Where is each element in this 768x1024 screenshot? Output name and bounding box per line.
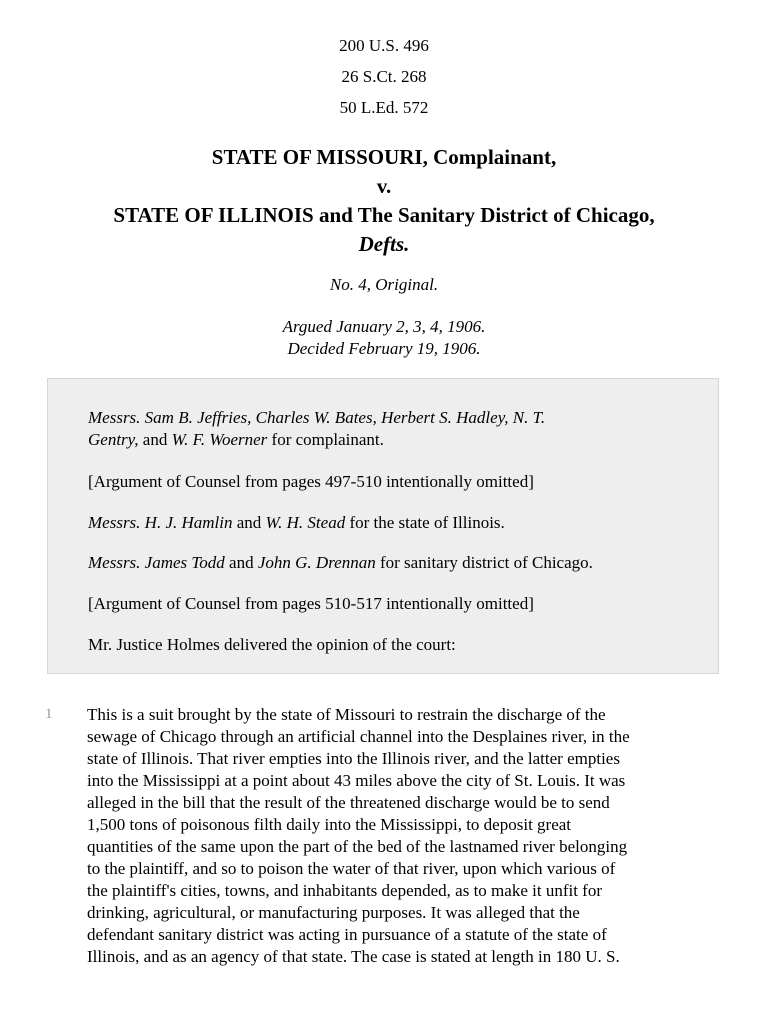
opinion-line: into the Mississippi at a point about 43 miles above the city of St. Louis. It was [87,771,626,790]
counsel-complainant-name-last: W. F. Woerner [171,430,268,449]
counsel-complainant-names: Messrs. Sam B. Jeffries, Charles W. Bates, Herbert S. Hadley, N. T. [88,408,546,427]
counsel-role: for complainant. [271,430,384,449]
opinion-paragraph [87,704,727,968]
counsel-complainant [88,407,688,451]
counsel-illinois-name-a: Messrs. H. J. Hamlin [88,513,233,532]
opinion-line: quantities of the same upon the part of the bed of the lastnamed river belonging [87,837,628,856]
opinion-line: defendant sanitary district was acting in pursuance of a statute of the state of [87,925,607,944]
opinion-line: state of Illinois. That river empties into the Illinois river, and the latter empties [87,749,620,768]
counsel-role: for the state of Illinois. [349,513,505,532]
case-title-defendants: STATE OF ILLINOIS and The Sanitary District of Chicago, [113,203,655,227]
counsel-and: and [142,430,168,449]
citation-sct: 26 S.Ct. 268 [341,67,427,86]
case-title-defts: Defts. [358,232,410,256]
counsel-sanitary-district [88,552,688,574]
case-number: No. 4, Original. [329,275,439,294]
decided-date: Decided February 19, 1906. [287,339,481,358]
counsel-and: and [229,553,254,572]
argued-date: Argued January 2, 3, 4, 1906. [282,317,486,336]
opinion-line: 1,500 tons of poisonous filth daily into the Mississippi, to deposit great [87,815,572,834]
counsel-role: for sanitary district of Chicago. [379,553,593,572]
counsel-illinois [88,512,688,534]
opinion-delivered-line: Mr. Justice Holmes delivered the opinion of the court: [88,635,456,654]
paragraph-number[interactable]: 1 [45,706,53,722]
opinion-line: the plaintiff's cities, towns, and inhabitants depended, as to make it unfit for [87,881,602,900]
opinion-line: Illinois, and as an agency of that state. The case is stated at length in 180 U. S. [87,947,620,966]
opinion-line: This is a suit brought by the state of Missouri to restrain the discharge of the [87,705,606,724]
counsel-district-name-a: Messrs. James Todd [88,553,225,572]
opinion-line: sewage of Chicago through an artificial channel into the Desplaines river, in the [87,727,630,746]
counsel-illinois-name-b: W. H. Stead [265,513,346,532]
argument-omitted-note: [Argument of Counsel from pages 497-510 intentionally omitted] [88,472,534,491]
citation-us: 200 U.S. 496 [339,36,429,55]
case-title [0,143,768,259]
case-title-complainant: STATE OF MISSOURI, Complainant, [211,145,557,169]
counsel-district-name-b: John G. Drennan [257,553,376,572]
citation-led: 50 L.Ed. 572 [339,98,429,117]
opinion-line: alleged in the bill that the result of the threatened discharge would be to send [87,793,610,812]
opinion-line: drinking, agricultural, or manufacturing purposes. It was alleged that the [87,903,580,922]
counsel-section [47,378,719,674]
argument-omitted-note: [Argument of Counsel from pages 510-517 intentionally omitted] [88,594,534,613]
counsel-complainant-names-cont: Gentry, [88,430,139,449]
case-title-versus: v. [376,174,392,198]
counsel-and: and [236,513,262,532]
opinion-line: to the plaintiff, and so to poison the water of that river, upon which various of [87,859,616,878]
